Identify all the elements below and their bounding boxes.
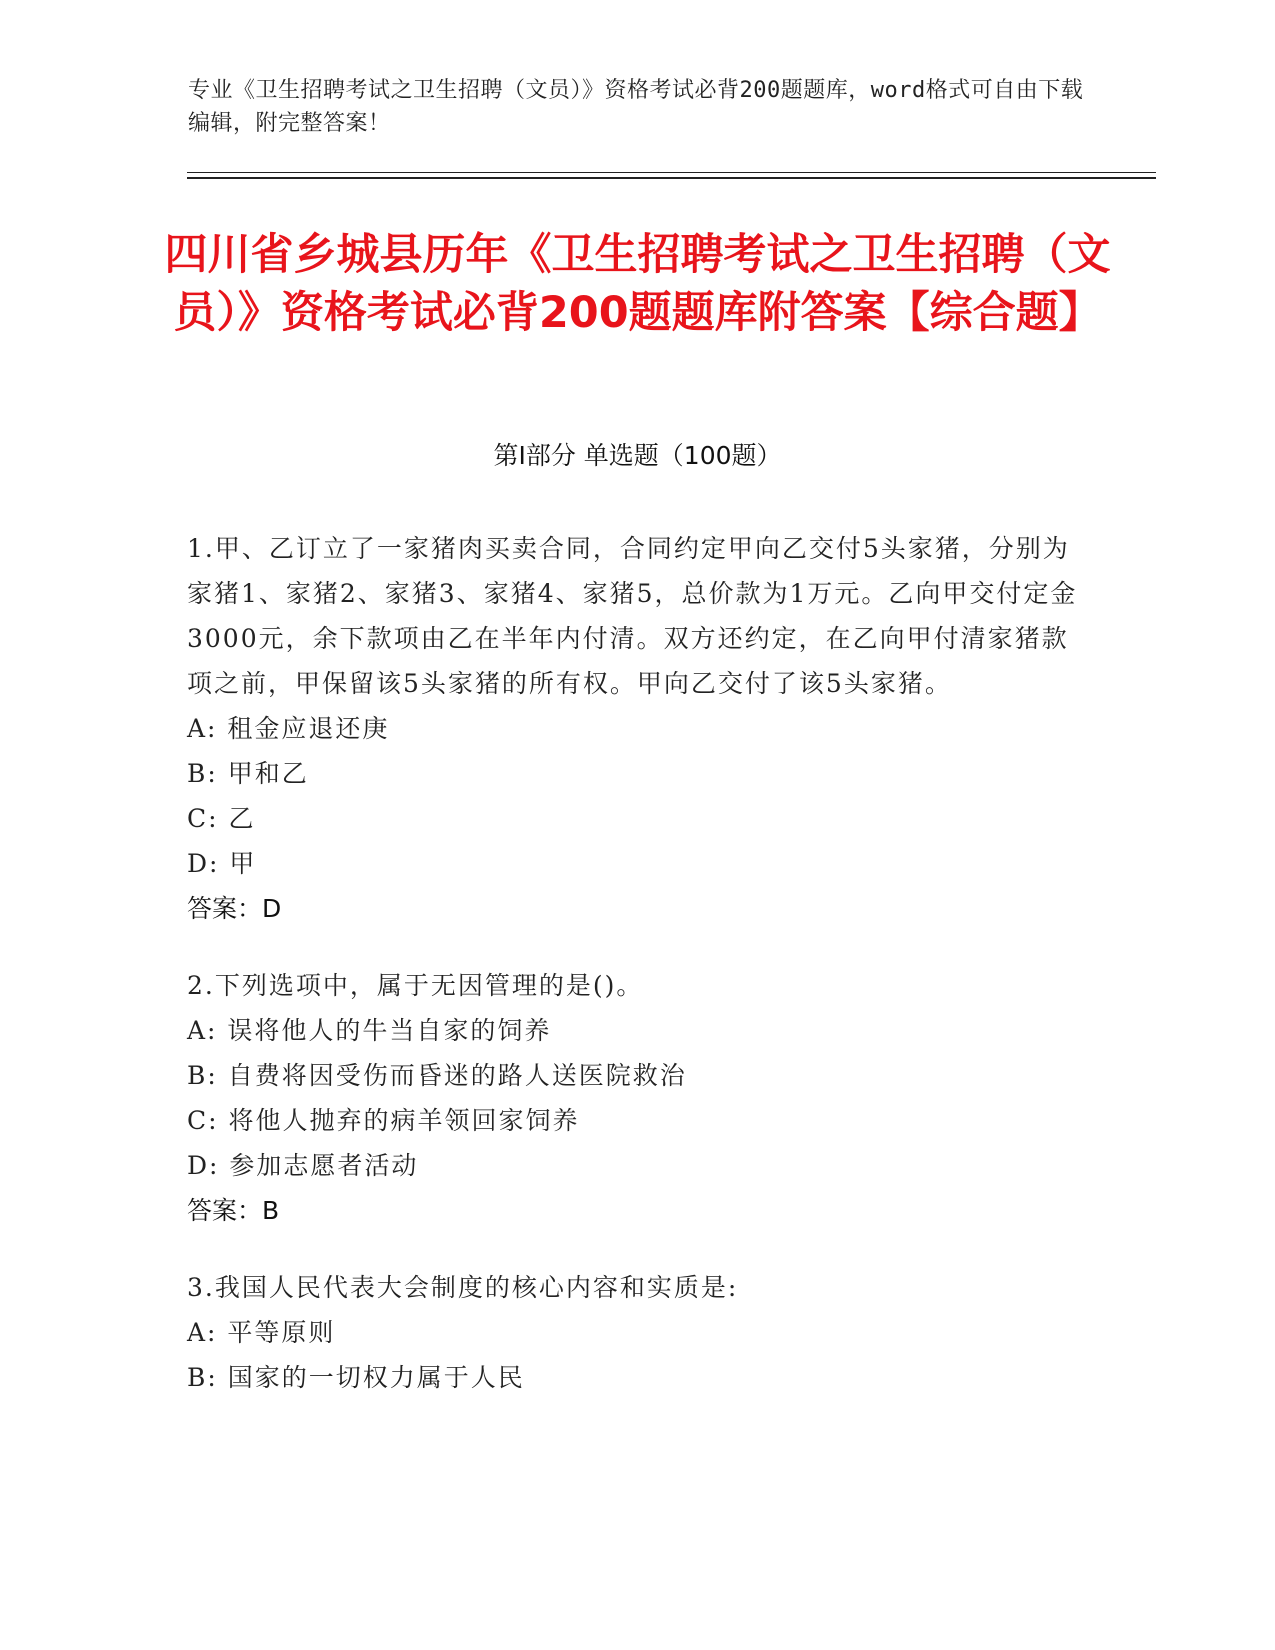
option-a: A: 租金应退还庚 xyxy=(187,714,390,743)
question-stem: 1.甲、乙订立了一家猪肉买卖合同，合同约定甲向乙交付5头家猪，分别为家猪1、家猪2、家猪3、家猪4、家猪5，总价款为1万元。乙向甲交付定金3000元，余下款项由乙在半年内付清。双方还约定，在乙向甲付清家猪款项之前，甲保留该5头家猪的所有权。甲向乙交付了该5头家猪。 xyxy=(187,534,1078,698)
header-divider-thin xyxy=(187,172,1156,173)
header-note: 专业《卫生招聘考试之卫生招聘（文员）》资格考试必背200题题库，word格式可自由下载编辑，附完整答案！ xyxy=(188,78,1084,136)
header-divider-thick xyxy=(187,177,1156,179)
option-a: A: 误将他人的牛当自家的饲养 xyxy=(187,1016,552,1045)
question-1 xyxy=(187,526,1087,931)
option-c: C: 乙 xyxy=(187,804,256,833)
option-a: A: 平等原则 xyxy=(187,1318,336,1347)
question-3 xyxy=(187,1265,1087,1400)
option-d: D: 甲 xyxy=(187,849,257,878)
document-title: 四川省乡城县历年《卫生招聘考试之卫生招聘（文员）》资格考试必背200题题库附答案【综合题】 xyxy=(164,230,1111,338)
question-stem: 2.下列选项中，属于无因管理的是()。 xyxy=(187,971,644,1000)
answer: 答案：D xyxy=(187,894,282,923)
section-heading: 第Ⅰ部分 单选题（100题） xyxy=(493,441,782,470)
option-b: B: 甲和乙 xyxy=(187,759,309,788)
option-b: B: 国家的一切权力属于人民 xyxy=(187,1363,525,1392)
option-c: C: 将他人抛弃的病羊领回家饲养 xyxy=(187,1106,580,1135)
question-stem: 3.我国人民代表大会制度的核心内容和实质是: xyxy=(187,1273,739,1302)
question-2 xyxy=(187,963,1087,1233)
option-b: B: 自费将因受伤而昏迷的路人送医院救治 xyxy=(187,1061,687,1090)
answer: 答案：B xyxy=(187,1196,280,1225)
question-list xyxy=(187,526,1087,1432)
option-d: D: 参加志愿者活动 xyxy=(187,1151,419,1180)
